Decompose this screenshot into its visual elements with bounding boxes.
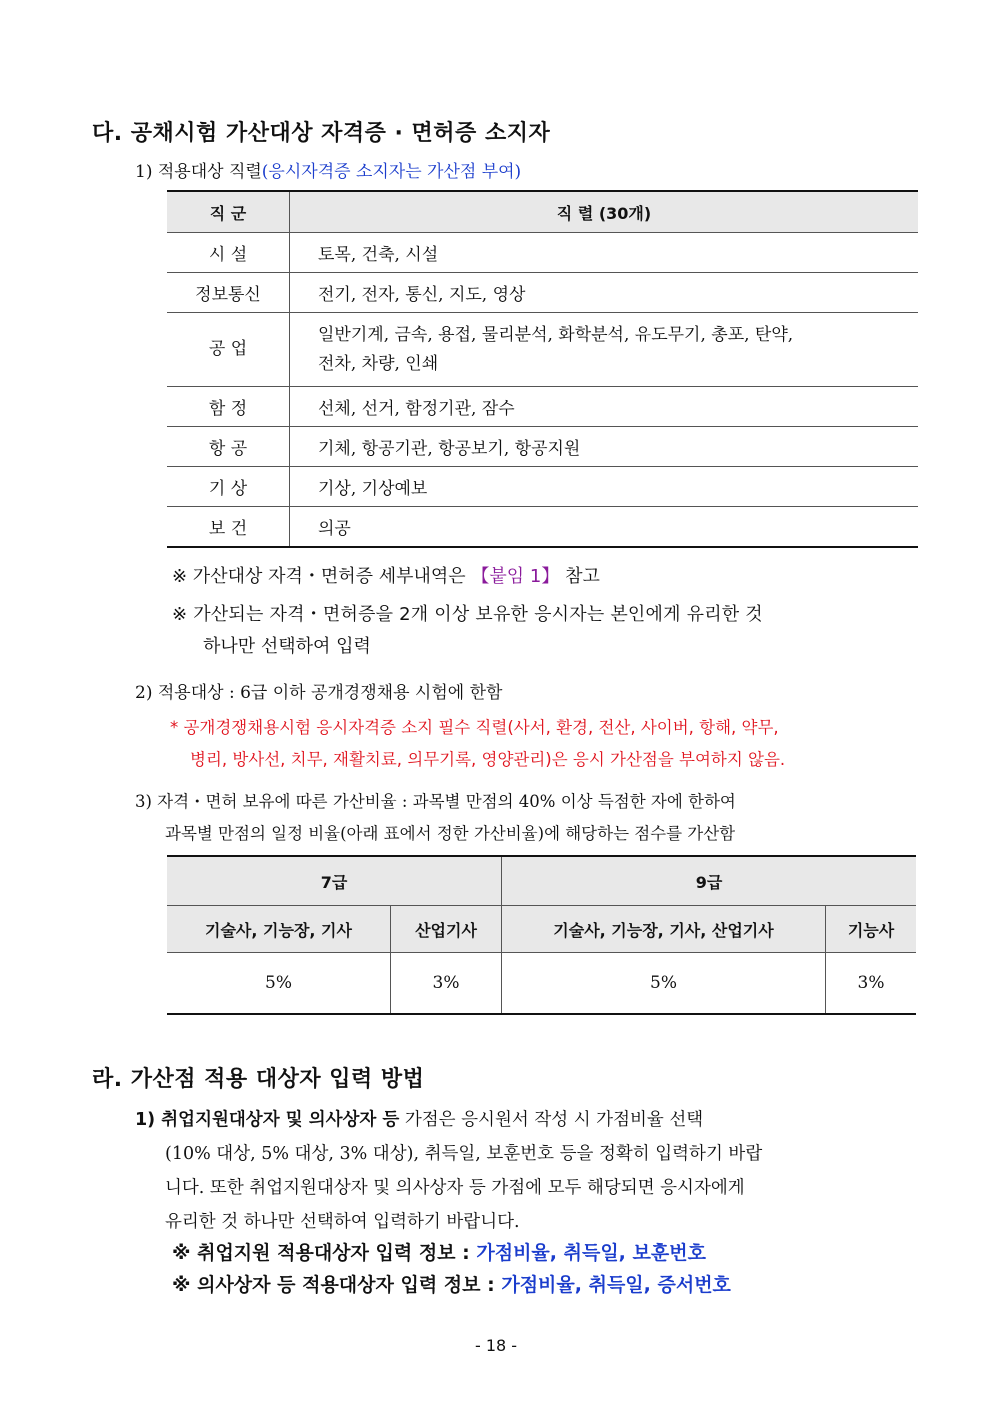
note-2-line1: ※ 가산되는 자격・면허증을 2개 이상 보유한 응시자는 본인에게 유리한 것 [172,604,763,625]
cert-header-1: 기술사, 기능장, 기사 [167,906,391,953]
ra-p1-line2: (10% 대상, 5% 대상, 3% 대상), 취득일, 보훈번호 등을 정확히 입력하기 바랍 [165,1144,763,1164]
page-number: - 18 - [474,1336,518,1355]
header-group: 직 군 [167,191,290,233]
table-row [167,387,918,427]
note1-post: 참고 [559,566,600,587]
ra-p1-line4: 유리한 것 하나만 선택하여 입력하기 바랍니다. [165,1212,520,1232]
item3-line2: 과목별 만점의 일정 비율(아래 표에서 정한 가산비율)에 해당하는 점수를 가산함 [165,824,736,843]
row-group: 항 공 [167,427,290,467]
row-series-line1: 일반기계, 금속, 용접, 물리분석, 화학분석, 유도무기, 총포, 탄약, [318,324,794,345]
note-1 [172,562,600,588]
item3-line1: 3) 자격・면허 보유에 따른 가산비율 : 과목별 만점의 40% 이상 득점한 자에 한하여 [135,792,736,811]
item1-prefix: 1) 적용대상 직렬 [135,162,262,182]
bonus-rate-table [167,855,916,1015]
ra-p1-line1 [135,1106,703,1131]
table-row [167,273,918,313]
table-header-row [167,191,918,233]
item2-warn-line2: 병리, 방사선, 치무, 재활치료, 의무기록, 영양관리)은 응시 가산점을 부여하지 않음. [190,750,786,769]
section-title-da: 다. 공채시험 가산대상 자격증 · 면허증 소지자 [92,121,551,146]
table-row [167,467,918,507]
rate-value-4: 3% [826,953,917,1015]
row-series: 전기, 전자, 통신, 지도, 영상 [290,273,919,313]
rate-value-row [167,953,916,1015]
cert-header-3: 기술사, 기능장, 기사, 산업기사 [502,906,826,953]
rate-value-3: 5% [502,953,826,1015]
row-series: 토목, 건축, 시설 [290,233,919,273]
ra-p1-bold: 1) 취업지원대상자 및 의사상자 등 [135,1110,400,1130]
row-group: 함 정 [167,387,290,427]
row-group: 정보통신 [167,273,290,313]
cert-header-2: 산업기사 [391,906,502,953]
note1-ref: 【붙임 1】 [471,566,560,587]
row-series: 기체, 항공기관, 항공보기, 항공지원 [290,427,919,467]
row-group: 보 건 [167,507,290,548]
info2-label: ※ 의사상자 등 적용대상자 입력 정보 : [172,1274,502,1296]
ra-info-2 [172,1270,731,1297]
rate-value-1: 5% [167,953,391,1015]
ra-p1-line3: 니다. 또한 취업지원대상자 및 의사상자 등 가점에 모두 해당되면 응시자에게 [165,1178,745,1198]
grade7-header: 7급 [167,856,502,906]
note-2-line2: 하나만 선택하여 입력 [203,636,371,657]
info1-value: 가점비율, 취득일, 보훈번호 [476,1242,706,1264]
cert-header-4: 기능사 [826,906,917,953]
ra-info-1 [172,1238,706,1265]
rate-cert-row [167,906,916,953]
rate-grade-row [167,856,916,906]
row-series: 의공 [290,507,919,548]
row-group: 기 상 [167,467,290,507]
table-row [167,233,918,273]
row-group: 공 업 [167,313,290,387]
table-row [167,313,918,387]
ra-p1-rest: 가점은 응시원서 작성 시 가점비율 선택 [399,1110,704,1130]
info1-label: ※ 취업지원 적용대상자 입력 정보 : [172,1242,477,1264]
header-series: 직 렬 (30개) [290,191,919,233]
table-row [167,507,918,548]
note1-pre: ※ 가산대상 자격・면허증 세부내역은 [172,566,472,587]
rate-value-2: 3% [391,953,502,1015]
item2-text: 2) 적용대상 : 6급 이하 공개경쟁채용 시험에 한함 [135,683,503,703]
row-series-line2: 전차, 차량, 인쇄 [318,353,439,374]
row-group: 시 설 [167,233,290,273]
row-series: 기상, 기상예보 [290,467,919,507]
section-title-ra: 라. 가산점 적용 대상자 입력 방법 [92,1067,425,1092]
table-row [167,427,918,467]
item1-heading [135,157,521,182]
row-series [290,313,919,387]
job-series-table [167,190,918,548]
item1-note: (응시자격증 소지자는 가산점 부여) [261,162,522,182]
item2-warn-line1: * 공개경쟁채용시험 응시자격증 소지 필수 직렬(사서, 환경, 전산, 사이버, 항해, 약무, [170,718,779,737]
row-series: 선체, 선거, 함정기관, 잠수 [290,387,919,427]
info2-value: 가점비율, 취득일, 증서번호 [501,1274,731,1296]
grade9-header: 9급 [502,856,917,906]
